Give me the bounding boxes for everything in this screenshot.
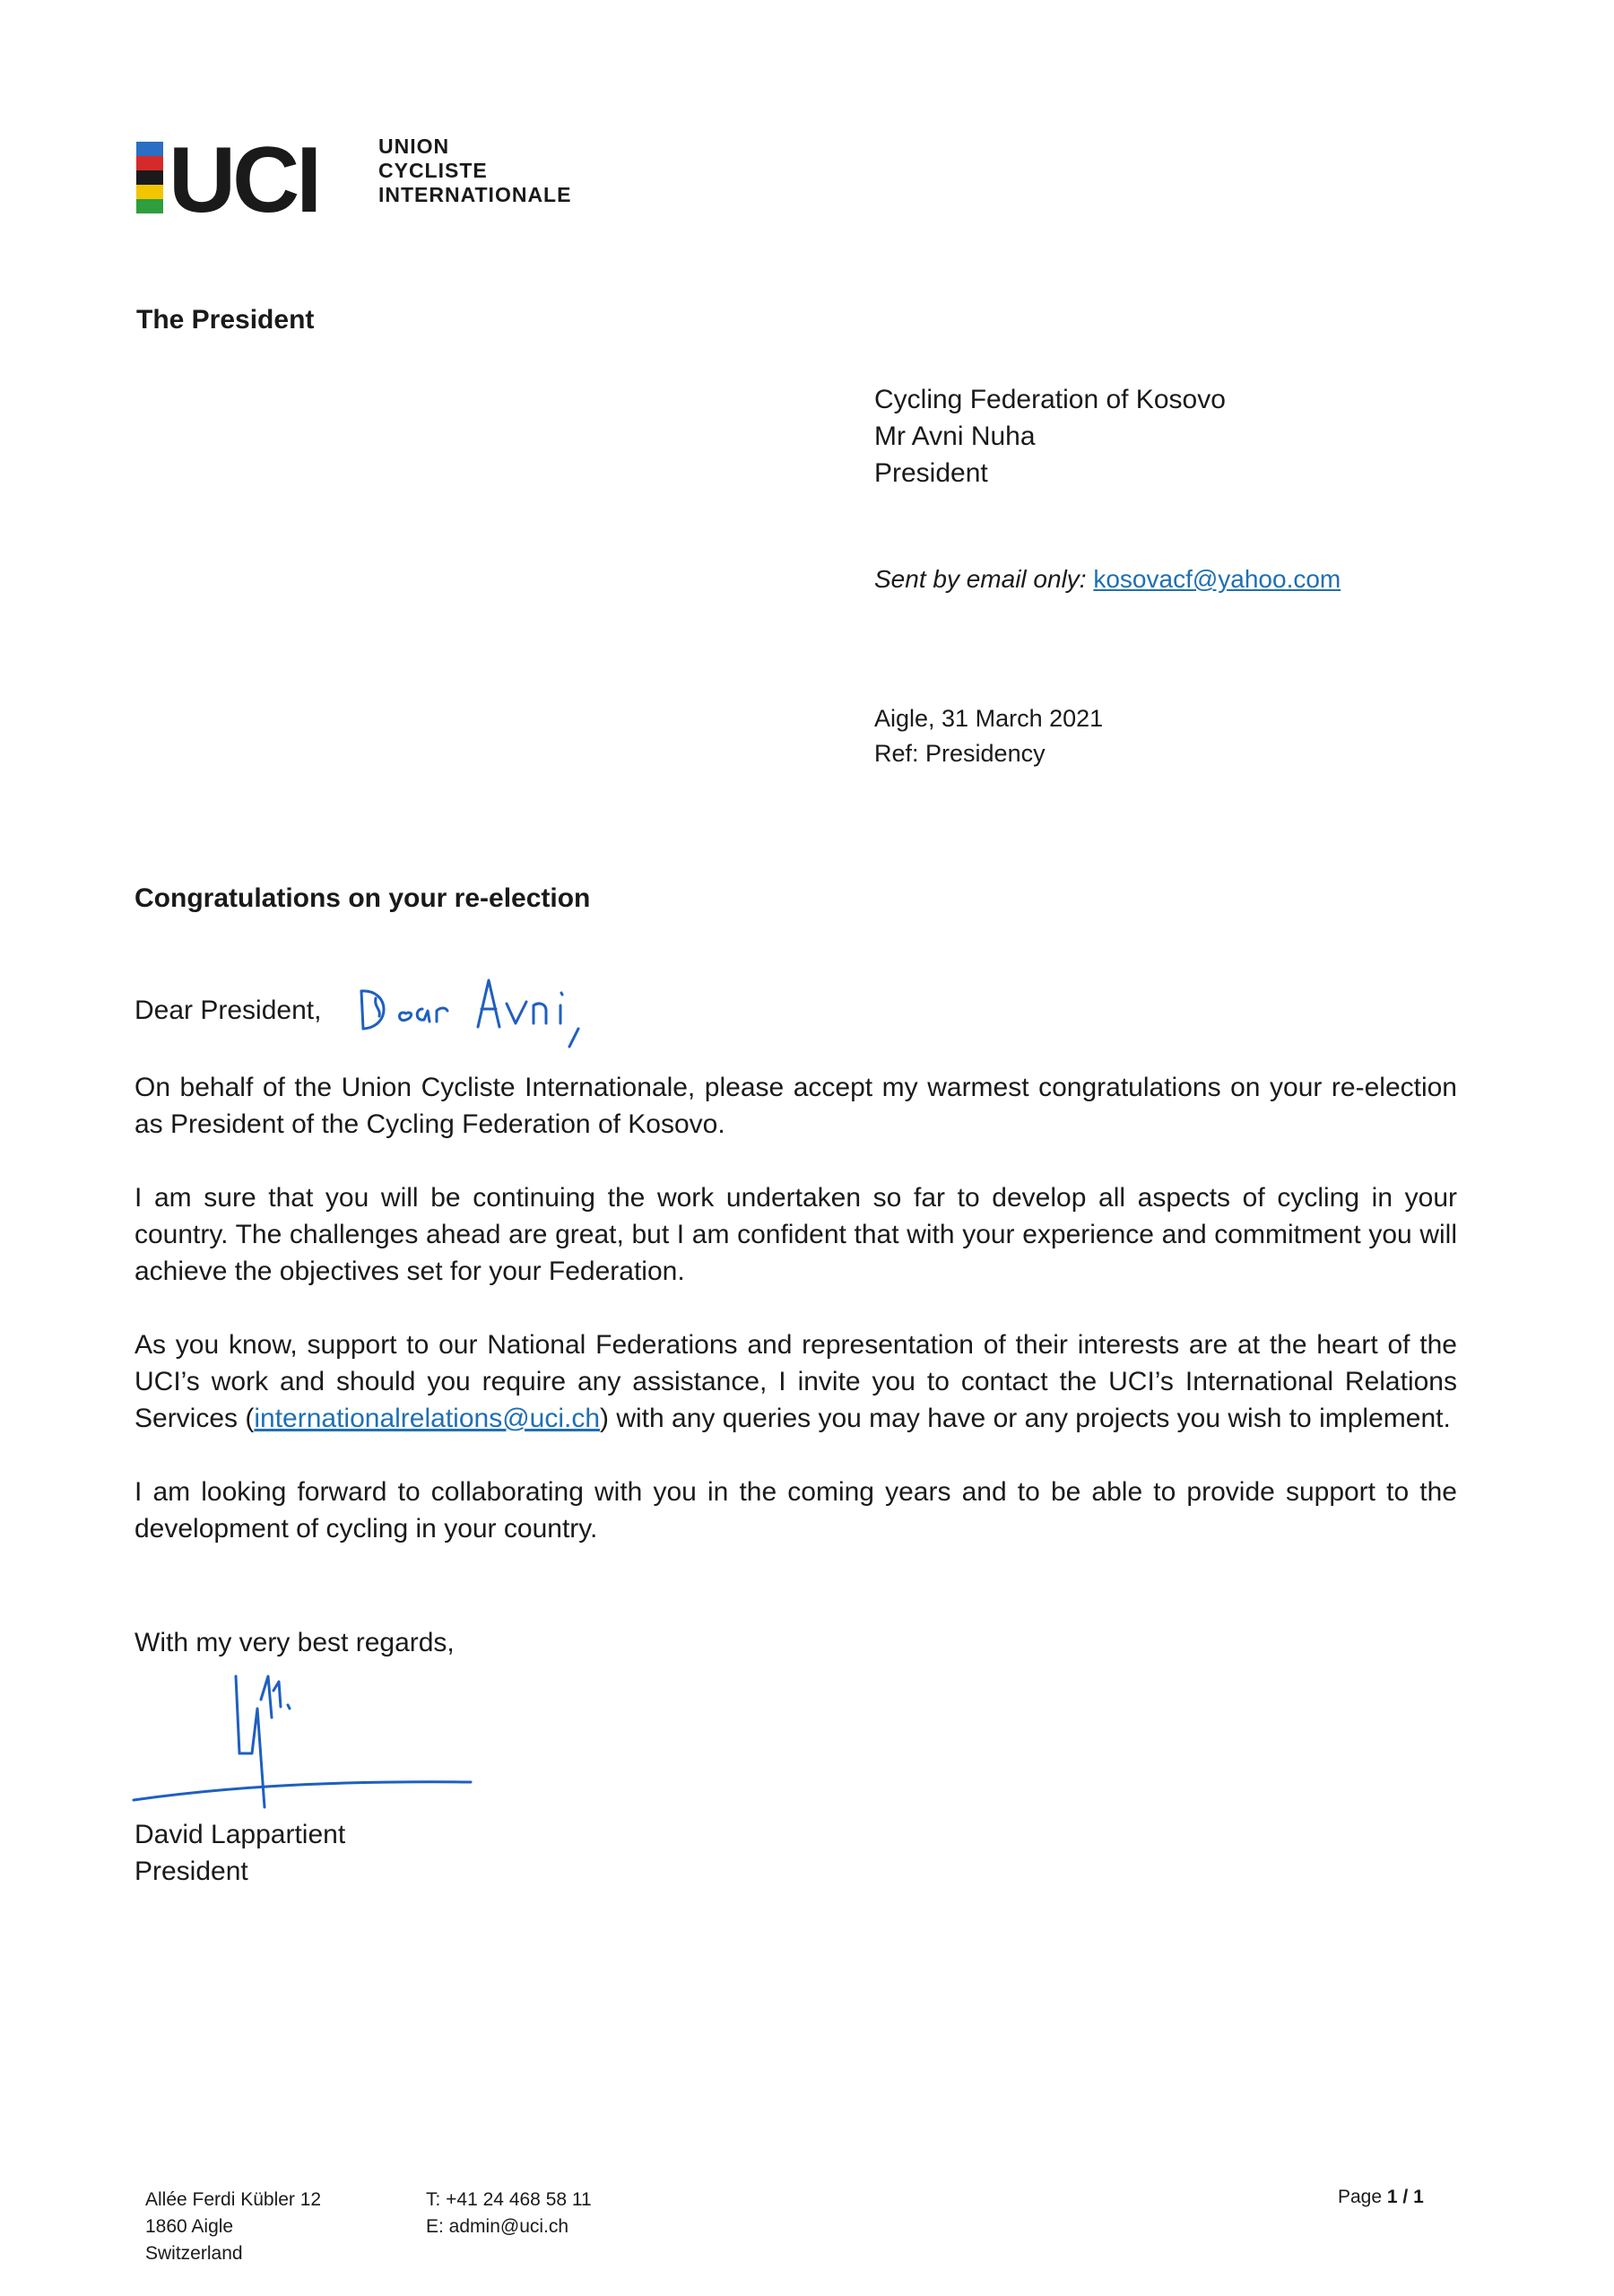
stripe-red <box>136 156 163 170</box>
uci-logo <box>136 135 576 215</box>
uci-logo-text: UCI <box>169 142 319 213</box>
body-paragraph-1: On behalf of the Union Cycliste Internationale, please accept my warmest congratulations on your re-election as President of the Cycling Federation of Kosovo. <box>134 1073 1457 1139</box>
page-separator: / <box>1397 2187 1414 2207</box>
stripe-yellow <box>136 185 163 199</box>
page-label: Page <box>1338 2187 1387 2207</box>
page-total: 1 <box>1413 2187 1424 2207</box>
delivery-line <box>874 565 1341 594</box>
reference: Ref: Presidency <box>874 740 1046 767</box>
stripe-blue <box>136 142 163 156</box>
signer-block <box>134 1816 345 1890</box>
uci-wordmark <box>378 135 571 207</box>
delivery-label: Sent by email only: <box>874 565 1087 593</box>
page-current: 1 <box>1386 2187 1398 2207</box>
recipient-name: Mr Avni Nuha <box>874 422 1036 451</box>
dateline <box>874 701 1103 771</box>
logo-line-3: INTERNATIONALE <box>378 183 572 206</box>
international-relations-email-link[interactable]: internationalrelations@uci.ch <box>254 1404 601 1433</box>
recipient-email-link[interactable]: kosovacf@yahoo.com <box>1093 565 1341 593</box>
handwritten-greeting <box>354 964 605 1054</box>
sender-heading: The President <box>136 305 315 335</box>
footer-address <box>145 2187 321 2267</box>
footer-email: E: admin@uci.ch <box>426 2216 569 2237</box>
body-paragraph-2: I am sure that you will be continuing the work undertaken so far to develop all aspects of cycling in your country. The challenges ahead are great, but I am confident that with your experience and commitment you will achieve the objectives set for your Federation. <box>134 1183 1457 1286</box>
logo-line-2: CYCLISTE <box>378 159 488 182</box>
stripe-black <box>136 170 163 185</box>
footer-address-line-2: 1860 Aigle <box>145 2216 234 2237</box>
body-paragraph-3-part-1: As you know, support to our National Federations and representation of their interests are at the heart of the UCI’s work and should you require any assistance, I invite you to contact the UCI’s International Relations Services ( <box>134 1330 1457 1433</box>
footer-address-line-3: Switzerland <box>145 2243 243 2264</box>
uci-logo-mark <box>136 142 360 213</box>
footer-address-line-1: Allée Ferdi Kübler 12 <box>145 2189 322 2210</box>
place-date: Aigle, 31 March 2021 <box>874 705 1104 732</box>
signer-name: David Lappartient <box>134 1820 346 1849</box>
signer-title: President <box>134 1857 248 1886</box>
body-paragraph-4: I am looking forward to collaborating with you in the coming years and to be able to provide support to the development of cycling in your country. <box>134 1477 1457 1544</box>
recipient-title: President <box>874 458 988 488</box>
footer-contact <box>426 2187 592 2240</box>
recipient-block <box>874 381 1226 491</box>
footer-phone: T: +41 24 468 58 11 <box>426 2189 592 2210</box>
stripe-green <box>136 199 163 213</box>
page-number <box>1338 2187 1424 2208</box>
closing: With my very best regards, <box>134 1628 455 1657</box>
subject-line: Congratulations on your re-election <box>134 883 591 913</box>
salutation: Dear President, <box>134 996 322 1025</box>
recipient-organization: Cycling Federation of Kosovo <box>874 385 1226 414</box>
letter-body <box>134 1069 1457 1584</box>
body-paragraph-3 <box>134 1326 1457 1437</box>
logo-line-1: UNION <box>378 135 450 158</box>
signature <box>130 1664 480 1812</box>
body-paragraph-3-part-2: ) with any queries you may have or any projects you wish to implement. <box>600 1404 1451 1433</box>
